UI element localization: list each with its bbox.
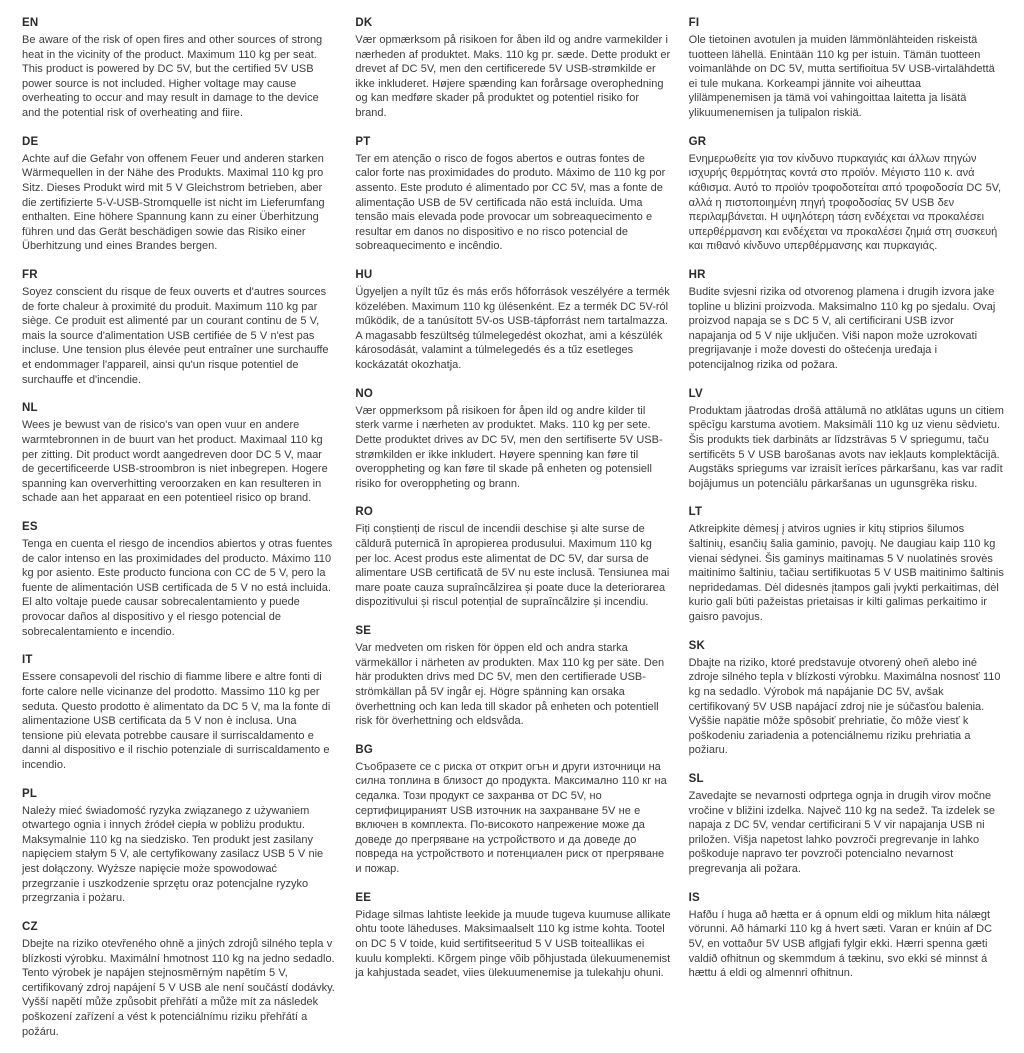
language-code: DK (355, 17, 373, 29)
language-code: SK (688, 639, 706, 652)
language-section (355, 16, 670, 121)
language-section (355, 891, 670, 981)
language-code: FI (688, 17, 700, 29)
language-code: FR (22, 269, 38, 281)
warning-text: Achte auf die Gefahr von offenem Feuer und anderen starken Wärmequellen in der Nähe des Produkts. Maximal 110 kg pro Sitz. Dieses Produkt wird mit 5 V Gleichstrom betrieben, aber die zertifizierte 5-V-USB-Stromquelle ist nicht im Lieferumfang enthalten. Eine höhere Spannung kann zu einer Überhitzung führen und das Gerät beschädigen sowie das Risiko einer Überhitzung und eines Brandes bergen. (22, 152, 325, 253)
language-section (689, 639, 1004, 758)
language-code: BG (355, 743, 373, 756)
language-section (355, 135, 670, 254)
warning-text: Dbajte na riziko, ktoré predstavuje otvorený oheň alebo iné zdroje silného tepla v blízkosti výrobku. Maximálna nosnosť 110 kg na sedadlo. Výrobok má napájanie DC 5V, avšak certifikovaný 5V USB napájací zdroj nie je súčasťou balenia. Vyššie napätie môže spôsobiť prehriatie, čo môže viesť k poškodeniu zariadenia a potenciálnemu riziku prehriatia a požiaru. (688, 656, 1001, 757)
language-code: PT (355, 135, 371, 148)
warning-text: Dbejte na riziko otevřeného ohně a jiných zdrojů silného tepla v blízkosti výrobku. Maximální hmotnost 110 kg na jedno sedadlo. Tento výrobek je napájen stejnosměrným napětím 5 V, certifikovaný zdroj napájení 5 V USB ale není součástí dodávky. Vyšší napětí může způsobit přehřátí a může mít za následek poškození zařízení a vést k potenciálnímu riziku přehřátí a požáru. (22, 937, 335, 1038)
warning-text: Wees je bewust van de risico's van open vuur en andere warmtebronnen in de buurt van het product. Maximaal 110 kg per zitting. Dit product wordt aangedreven door DC 5 V, maar de gecertificeerde USB-stroombron is niet inbegrepen. Hogere spanning kan oververhitting veroorzaken en kan resulteren in schade aan het apparaat en een potentieel risico op brand. (22, 419, 328, 505)
language-section (355, 268, 670, 373)
language-code: IT (22, 654, 33, 667)
language-code: SL (688, 773, 704, 785)
column (355, 16, 670, 995)
language-code: EN (22, 17, 39, 29)
language-section (355, 624, 670, 729)
language-code: GR (688, 135, 707, 148)
warning-text: Soyez conscient du risque de feux ouverts et d'autres sources de forte chaleur à proximité du produit. Maximum 110 kg par siège. Ce produit est alimenté par un courant continu de 5 V, mais la source d'alimentation USB certifiée de 5 V n'est pas incluse. Une tension plus élevée peut entraîner une surchauffe et endommager l'appareil, ainsi qu'un risque potentiel de surchauffe et d'incendie. (22, 285, 329, 386)
language-section (22, 787, 337, 906)
warning-text: Ole tietoinen avotulen ja muiden lämmönlähteiden riskeistä tuotteen lähellä. Enintään 110 kg per istuin. Tämän tuotteen voimanlähde on DC 5V, mutta sertifioitua 5V USB-virtalähdettä ei tule mukana. Korkeampi jännite voi aiheuttaa ylilämpenemisen ja tämä voi vahingoittaa laitetta ja lisätä ylikuumenemisen ja tulipalon riskiä. (688, 33, 995, 120)
warning-text: Ter em atenção o risco de fogos abertos e outras fontes de calor forte nas proximidades do produto. Máximo de 110 kg por assento. Este produto é alimentado por CC 5V, mas a fonte de alimentação USB de 5V certificada não está incluída. Uma tensão mais elevada pode provocar um sobreaquecimento e resultar em danos no dispositivo e no risco potencial de sobreaquecimento e incêndio. (355, 152, 666, 253)
warning-text: Vær opmærksom på risikoen for åben ild og andre varmekilder i nærheden af produktet. Maks. 110 kg pr. sæde. Dette produkt er drevet af DC 5V, men den certificerede 5V USB-strømkilde er ikke inkluderet. Højere spænding kan forårsage overophedning og kan medføre skader på produktet og potentiel risiko for brand. (355, 33, 671, 120)
language-code: CZ (22, 920, 38, 933)
language-code: ES (22, 521, 38, 533)
warning-text: Zavedajte se nevarnosti odprtega ognja in drugih virov močne vročine v bližini izdelka. Največ 110 kg na sedež. Ta izdelek se napaja z DC 5V, vendar certificirani 5 V vir napajanja USB ni priložen. Višja napetost lahko povzroči pregrevanje in lahko poškoduje napravo ter povzroči potencialno nevarnost pregrevanja ali požara. (688, 789, 995, 876)
warning-text: Produktam jāatrodas drošā attālumā no atklātas uguns un citiem spēcīgu karstuma avotiem. Maksimāli 110 kg uz vienu sēdvietu. Šis produkts tiek darbināts ar līdzstrāvas 5 V spriegumu, taču sertificēts 5 V USB barošanas avots nav iekļauts komplektācijā. Augstāks spriegums var izraisīt ierīces pārkaršanu, kas var radīt bojājumus un potenciālu pārkaršanas un ugunsgrēka risku. (688, 404, 1004, 490)
warning-text: Fiți conștienți de riscul de incendii deschise și alte surse de căldură puternică în apropierea produsului. Maximum 110 kg per loc. Acest produs este alimentat de DC 5V, dar sursa de alimentare USB certificată de 5V nu este inclusă. Tensiunea mai mare poate cauza supraîncălzirea și poate duce la deteriorarea dispozitivului și riscul potențial de supraîncălzire și incendiu. (355, 523, 670, 609)
language-code: LV (688, 387, 703, 400)
language-section (22, 135, 337, 254)
language-section (689, 505, 1004, 624)
language-code: PL (22, 787, 38, 800)
language-section (355, 387, 670, 492)
language-section (689, 16, 1004, 121)
language-section (22, 920, 337, 1039)
warning-text: Vær oppmerksom på risikoen for åpen ild og andre kilder til sterk varme i nærheten av produktet. Maks. 110 kg per sete. Dette produktet drives av DC 5V, men den sertifiserte 5V USB-strømkilden er ikke inkludert. Høyere spenning kan føre til overoppheting og kan føre til skade på enheten og potensiell risiko for overoppheting og brann. (355, 404, 663, 490)
warning-text: Pidage silmas lahtiste leekide ja muude tugeva kuumuse allikate ohtu toote läheduses. Maksimaalselt 110 kg istme kohta. Tootel on DC 5 V toide, kuid sertifitseeritud 5 V USB toiteallikas ei kuulu komplekti. Kõrgem pinge võib põhjustada ülekuumenemist ja kahjustada seadet, viies ülekuumenemise ja tulekahju ohuni. (355, 908, 671, 980)
language-section (355, 743, 670, 877)
column (689, 16, 1004, 995)
language-section (689, 268, 1004, 373)
language-section (22, 401, 337, 506)
language-code: IS (688, 891, 700, 904)
warning-text: Be aware of the risk of open fires and other sources of strong heat in the vicinity of the product. Maximum 110 kg per seat. This product is powered by DC 5V, but the certified 5V USB power source is not included. Higher voltage may cause overheating to occur and may result in damage to the device and the potential risk of overheating and fiire. (22, 33, 323, 120)
language-code: LT (688, 506, 703, 519)
language-code: NO (355, 387, 373, 400)
language-code: HR (688, 269, 706, 281)
warning-text: Tenga en cuenta el riesgo de incendios abiertos y otras fuentes de calor intenso en las proximidades del producto. Máximo 110 kg por asiento. Este producto funciona con CC de 5 V, pero la fuente de alimentación USB certificada de 5 V no está incluida. El alto voltaje puede causar sobrecalentamiento y puede provocar daños al dispositivo y el riesgo potencial de sobrecalentamiento e incendio. (22, 537, 333, 638)
language-section (689, 891, 1004, 981)
language-section (689, 135, 1004, 254)
language-code: SE (355, 625, 372, 638)
language-section (22, 268, 337, 387)
language-section (689, 772, 1004, 877)
warning-text: Budite svjesni rizika od otvorenog plamena i drugih izvora jake topline u blizini proizvoda. Maksimalno 110 kg po sjedalu. Ovaj proizvod napaja se s DC 5 V, ali certificirani USB izvor napajanja od 5 V nije uključen. Viši napon može uzrokovati pregrijavanje i može dovesti do oštećenja uređaja i potencijalnog rizika od požara. (688, 285, 996, 372)
language-section (22, 653, 337, 772)
language-section (355, 505, 670, 610)
warning-text: Var medveten om risken för öppen eld och andra starka värmekällor i närheten av produkten. Max 110 kg per säte. Den här produkten drivs med DC 5V, men den certifierade USB-strömkällan på 5V ingår ej. Högre spänning kan orsaka överhettning och kan leda till skador på enheten och potentiell risk för överhettning och eldsvåda. (355, 642, 665, 728)
language-section (22, 520, 337, 639)
language-code: RO (355, 506, 373, 519)
warning-text: Atkreipkite dėmesį į atviros ugnies ir kitų stiprios šilumos šaltinių, esančių šalia gaminio, pavojų. Ne daugiau kaip 110 kg vienai sėdynei. Šis gaminys maitinamas 5 V nuolatinės srovės maitinimo šaltiniu, tačiau sertifikuotas 5 V USB maitinimo šaltinis nepridedamas. Dėl didesnės įtampos gali įvykti perkaitimas, dėl kurio gali būti pažeistas prietaisas ir kilti galimas perkaitimo ir gaisro pavojus. (688, 523, 1004, 624)
warning-text: Hafðu í huga að hætta er á opnum eldi og miklum hita nálægt vörunni. Að hámarki 110 kg á hvert sæti. Varan er knúin af DC 5V, en vottaður 5V USB aflgjafi fylgir ekki. Hærri spenna gæti valdið ofhitnun og skemmdum á tækinu, svo ekki sé minnst á hættu á eldi og almennri ofhitnun. (688, 908, 993, 980)
language-code: NL (22, 402, 38, 415)
warning-text: Ügyeljen a nyílt tűz és más erős hőforrások veszélyére a termék közelében. Maximum 110 kg ülésenként. Ez a termék DC 5V-ról működik, de a tanúsított 5V-os USB-tápforrást nem tartalmazza. A magasabb feszültség túlmelegedést okozhat, ami a készülék károsodását, valamint a túlmelegedés és a tűz esetleges kockázatát okozhatja. (355, 285, 670, 372)
language-code: HU (355, 269, 373, 281)
warning-text: Należy mieć świadomość ryzyka związanego z używaniem otwartego ognia i innych źródeł ciepła w pobliżu produktu. Maksymalnie 110 kg na siedzisko. Ten produkt jest zasilany napięciem stałym 5 V, ale certyfikowany zasilacz USB 5 V nie jest dołączony. Wyższe napięcie może spowodować przegrzanie i uszkodzenie sprzętu oraz potencjalne ryzyko przegrzania i pożaru. (22, 804, 324, 905)
language-section (689, 387, 1004, 492)
column (22, 16, 337, 1053)
language-code: DE (22, 135, 39, 148)
warning-text: Essere consapevoli del rischio di fiamme libere e altre fonti di forte calore nelle vicinanze del prodotto. Massimo 110 kg per seduta. Questo prodotto è alimentato da DC 5 V, ma la fonte di alimentazione USB certificata da 5 V non è inclusa. Una tensione più elevata potrebbe causare il surriscaldamento e danni al dispositivo e il rischio potenziale di surriscaldamento e incendio. (22, 671, 331, 771)
language-section (22, 16, 337, 121)
warning-text: Ενημερωθείτε για τον κίνδυνο πυρκαγιάς και άλλων πηγών ισχυρής θερμότητας κοντά στο προϊόν. Μέγιστο 110 κ. ανά κάθισμα. Αυτό το προϊόν τροφοδοτείται από τροφοδοσία DC 5V, αλλά η πιστοποιημένη πηγή τροφοδοσίας 5V USB δεν περιλαμβάνεται. Η υψηλότερη τάση ενδέχεται να προκαλέσει υπερθέρμανση και ενδέχεται να προκαλέσει ζημιά στη συσκευή και πιθανό κίνδυνο υπερθέρμανσης και πυρκαγιάς. (688, 152, 1002, 253)
language-code: EE (355, 891, 372, 904)
warning-text: Съобразете се с риска от открит огън и други източници на силна топлина в близост до продукта. Максимално 110 кг на седалка. Този продукт се захранва от DC 5V, но сертифицираният USB източник на захранване 5V не е включен в комплекта. По-високото напрежение може да доведе до прегряване на устройството и да доведе до повреда на устройството и потенциален риск от прегряване и пожар. (355, 760, 667, 876)
